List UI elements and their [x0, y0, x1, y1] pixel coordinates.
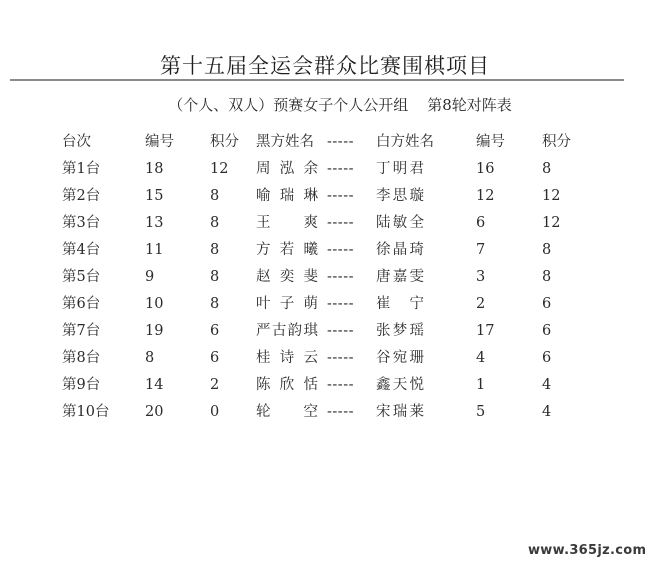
board-cell: 第10台	[62, 404, 110, 420]
white-points-cell: 8	[542, 242, 552, 258]
black-name-cell: 陈欣恬	[256, 377, 318, 393]
white-points-cell: 8	[542, 161, 552, 177]
black-no-cell: 13	[145, 215, 164, 231]
title-divider	[10, 79, 624, 81]
table-row	[0, 213, 650, 240]
white-no-cell: 5	[476, 404, 486, 420]
black-points-cell: 8	[210, 215, 220, 231]
header-black-name: 黑方姓名	[256, 134, 314, 150]
table-row	[0, 159, 650, 186]
black-name-cell: 赵奕斐	[256, 269, 318, 285]
black-points-cell: 8	[210, 296, 220, 312]
white-points-cell: 4	[542, 377, 552, 393]
board-cell: 第9台	[62, 377, 101, 393]
black-name-cell: 轮空	[256, 404, 318, 420]
table-row	[0, 348, 650, 375]
header-white-name: 白方姓名	[376, 134, 434, 150]
header-separator: -----	[327, 134, 354, 150]
white-name-cell: 徐晶琦	[376, 242, 424, 258]
black-points-cell: 6	[210, 350, 220, 366]
white-points-cell: 8	[542, 269, 552, 285]
table-row	[0, 240, 650, 267]
black-name-cell: 桂诗云	[256, 350, 318, 366]
page-subtitle: （个人、双人）预赛女子个人公开组 第8轮对阵表	[168, 96, 512, 114]
table-row	[0, 321, 650, 348]
header-board: 台次	[62, 134, 91, 150]
pairing-table	[0, 132, 650, 429]
header-white-points: 积分	[542, 134, 571, 150]
table-row	[0, 267, 650, 294]
table-row	[0, 294, 650, 321]
black-no-cell: 8	[145, 350, 155, 366]
white-name-cell: 丁明君	[376, 161, 424, 177]
header-black-points: 积分	[210, 134, 239, 150]
board-cell: 第6台	[62, 296, 101, 312]
white-points-cell: 12	[542, 215, 561, 231]
separator-cell: -----	[327, 269, 354, 285]
table-row	[0, 402, 650, 429]
white-points-cell: 4	[542, 404, 552, 420]
table-body	[0, 159, 650, 429]
header-black-no: 编号	[145, 134, 174, 150]
page-title: 第十五届全运会群众比赛围棋项目	[160, 54, 490, 78]
black-name-cell: 周泓余	[256, 161, 318, 177]
white-name-cell: 崔宁	[376, 296, 424, 312]
white-points-cell: 6	[542, 350, 552, 366]
board-cell: 第8台	[62, 350, 101, 366]
white-points-cell: 6	[542, 323, 552, 339]
white-name-cell: 谷宛珊	[376, 350, 424, 366]
white-no-cell: 17	[476, 323, 495, 339]
separator-cell: -----	[327, 296, 354, 312]
white-no-cell: 7	[476, 242, 486, 258]
black-no-cell: 18	[145, 161, 164, 177]
watermark: www.365jz.com	[528, 543, 647, 558]
white-no-cell: 16	[476, 161, 495, 177]
black-points-cell: 8	[210, 242, 220, 258]
board-cell: 第3台	[62, 215, 101, 231]
white-no-cell: 6	[476, 215, 486, 231]
board-cell: 第2台	[62, 188, 101, 204]
separator-cell: -----	[327, 188, 354, 204]
white-no-cell: 3	[476, 269, 486, 285]
header-white-no: 编号	[476, 134, 505, 150]
black-no-cell: 15	[145, 188, 164, 204]
white-name-cell: 宋瑞莱	[376, 404, 424, 420]
board-cell: 第7台	[62, 323, 101, 339]
black-no-cell: 20	[145, 404, 164, 420]
white-name-cell: 唐嘉雯	[376, 269, 424, 285]
separator-cell: -----	[327, 377, 354, 393]
black-points-cell: 8	[210, 188, 220, 204]
separator-cell: -----	[327, 404, 354, 420]
white-points-cell: 12	[542, 188, 561, 204]
black-no-cell: 19	[145, 323, 164, 339]
black-name-cell: 王爽	[256, 215, 318, 231]
separator-cell: -----	[327, 242, 354, 258]
black-name-cell: 严古韵琪	[256, 323, 318, 339]
separator-cell: -----	[327, 215, 354, 231]
white-no-cell: 2	[476, 296, 486, 312]
separator-cell: -----	[327, 323, 354, 339]
white-name-cell: 鑫天悦	[376, 377, 424, 393]
black-name-cell: 叶子萌	[256, 296, 318, 312]
white-name-cell: 张梦瑶	[376, 323, 424, 339]
black-name-cell: 喻瑞琳	[256, 188, 318, 204]
white-name-cell: 李思璇	[376, 188, 424, 204]
separator-cell: -----	[327, 161, 354, 177]
black-no-cell: 11	[145, 242, 164, 258]
white-no-cell: 4	[476, 350, 486, 366]
table-header-row	[0, 132, 650, 159]
white-name-cell: 陆敏全	[376, 215, 424, 231]
black-points-cell: 12	[210, 161, 229, 177]
black-no-cell: 9	[145, 269, 155, 285]
board-cell: 第5台	[62, 269, 101, 285]
table-row	[0, 186, 650, 213]
white-points-cell: 6	[542, 296, 552, 312]
black-points-cell: 8	[210, 269, 220, 285]
black-no-cell: 10	[145, 296, 164, 312]
board-cell: 第1台	[62, 161, 101, 177]
table-row	[0, 375, 650, 402]
black-points-cell: 0	[210, 404, 220, 420]
black-points-cell: 6	[210, 323, 220, 339]
white-no-cell: 1	[476, 377, 486, 393]
separator-cell: -----	[327, 350, 354, 366]
white-no-cell: 12	[476, 188, 495, 204]
board-cell: 第4台	[62, 242, 101, 258]
black-no-cell: 14	[145, 377, 164, 393]
black-points-cell: 2	[210, 377, 220, 393]
black-name-cell: 方若曦	[256, 242, 318, 258]
